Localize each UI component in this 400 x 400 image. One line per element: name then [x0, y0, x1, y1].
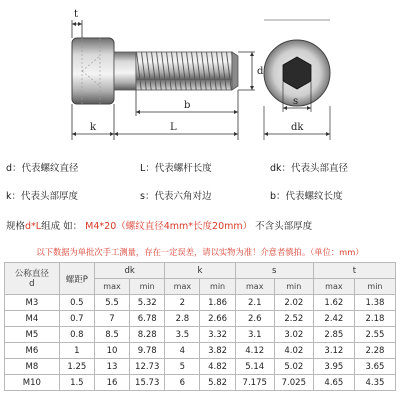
table-cell: 8.5	[94, 327, 129, 343]
table-cell: M5	[5, 327, 60, 343]
table-cell: M10	[5, 375, 60, 391]
legend-b: b：代表螺纹长度	[270, 191, 343, 202]
legend-s: s：代表六角对边	[140, 191, 212, 202]
legend-L: L：代表螺杆长度	[140, 163, 212, 174]
header-dk-max: max	[94, 279, 129, 295]
table-row	[5, 359, 396, 375]
label-d: d	[257, 66, 264, 77]
table-cell: 2.52	[274, 311, 313, 327]
spec-example: M4*20（螺纹直径4mm*长度20mm）	[85, 221, 253, 232]
table-cell: 5.5	[94, 295, 129, 311]
table-cell: 15.73	[130, 375, 165, 391]
label-t: t	[74, 9, 79, 20]
table-cell: 1.86	[200, 295, 235, 311]
size-spec-table	[4, 262, 396, 391]
label-b: b	[184, 100, 191, 111]
table-row	[5, 343, 396, 359]
table-cell: 3.02	[274, 327, 313, 343]
header-k-min: min	[200, 279, 235, 295]
label-dk: dk	[291, 122, 304, 133]
table-row	[5, 295, 396, 311]
spec-formula: d*L	[25, 221, 42, 232]
table-cell: 13	[94, 359, 129, 375]
table-cell: 3.5	[165, 327, 200, 343]
table-cell: 0.5	[59, 295, 94, 311]
table-cell: 4.35	[354, 375, 395, 391]
table-cell: 5	[165, 359, 200, 375]
header-t-max: max	[313, 279, 354, 295]
table-cell: 2.28	[354, 343, 395, 359]
header-t: t	[313, 263, 395, 279]
table-cell: 3.95	[313, 359, 354, 375]
spec-mid: 组成 如：	[41, 221, 83, 232]
table-cell: 1.5	[59, 375, 94, 391]
header-size: 公称直径 d	[5, 263, 60, 295]
header-k-max: max	[165, 279, 200, 295]
legend-dk: dk：代表头部直径	[270, 163, 349, 174]
table-cell: 6	[165, 375, 200, 391]
table-row	[5, 311, 396, 327]
table-cell: M8	[5, 359, 60, 375]
table-cell: 2.8	[165, 311, 200, 327]
spec-prefix: 规格	[6, 221, 26, 232]
table-cell: 4.02	[274, 343, 313, 359]
screw-shank	[114, 52, 238, 90]
table-cell: 3.1	[235, 327, 274, 343]
table-cell: 4.12	[235, 343, 274, 359]
screw-head	[72, 38, 114, 104]
table-row	[5, 327, 396, 343]
table-cell: 2.42	[313, 311, 354, 327]
table-body	[5, 295, 396, 391]
table-cell: 6.78	[130, 311, 165, 327]
table-cell: 8.28	[130, 327, 165, 343]
table-cell: 2.66	[200, 311, 235, 327]
table-cell: 1.25	[59, 359, 94, 375]
header-s: s	[235, 263, 313, 279]
table-cell: 5.14	[235, 359, 274, 375]
measurement-notice: 以下数据为单批次手工测量，存在一定误差，请以实物为准！介意者慎拍。（单位：mm）	[36, 247, 364, 257]
table-cell: 3.32	[200, 327, 235, 343]
table-cell: 4.65	[313, 375, 354, 391]
table-cell: M4	[5, 311, 60, 327]
table-cell: M3	[5, 295, 60, 311]
table-cell: 2.18	[354, 311, 395, 327]
label-s: s	[293, 96, 299, 107]
table-row	[5, 375, 396, 391]
table-cell: 12.73	[130, 359, 165, 375]
table-cell: 2	[165, 295, 200, 311]
header-s-min: min	[274, 279, 313, 295]
label-L: L	[170, 122, 177, 133]
header-t-min: min	[354, 279, 395, 295]
screw-dimension-drawing	[0, 0, 400, 148]
table-cell: 3.82	[200, 343, 235, 359]
header-pitch: 螺距P	[59, 263, 94, 295]
header-s-max: max	[235, 279, 274, 295]
table-cell: 10	[94, 343, 129, 359]
table-cell: 2.02	[274, 295, 313, 311]
spec-line	[6, 218, 398, 232]
table-cell: 0.8	[59, 327, 94, 343]
header-dk-min: min	[130, 279, 165, 295]
table-cell: 2.85	[313, 327, 354, 343]
table-cell: 5.32	[130, 295, 165, 311]
table-cell: 16	[94, 375, 129, 391]
label-k: k	[90, 122, 97, 133]
table-cell: 4.82	[200, 359, 235, 375]
table-cell: M6	[5, 343, 60, 359]
table-cell: 0.7	[59, 311, 94, 327]
table-cell: 9.78	[130, 343, 165, 359]
table-cell: 3.12	[313, 343, 354, 359]
table-cell: 1	[59, 343, 94, 359]
table-cell: 1.62	[313, 295, 354, 311]
table-cell: 2.1	[235, 295, 274, 311]
table-cell: 5.02	[274, 359, 313, 375]
header-k: k	[165, 263, 235, 279]
table-cell: 7	[94, 311, 129, 327]
table-cell: 5.82	[200, 375, 235, 391]
table-cell: 2.6	[235, 311, 274, 327]
table-cell: 7.025	[274, 375, 313, 391]
spec-suffix: 不含头部厚度	[255, 221, 313, 232]
table-cell: 1.38	[354, 295, 395, 311]
header-dk: dk	[94, 263, 164, 279]
table-cell: 4	[165, 343, 200, 359]
table-cell: 7.175	[235, 375, 274, 391]
legend-d: d：代表螺纹直径	[6, 163, 79, 174]
table-cell: 3.65	[354, 359, 395, 375]
table-cell: 2.55	[354, 327, 395, 343]
legend-k: k：代表头部厚度	[6, 191, 79, 202]
